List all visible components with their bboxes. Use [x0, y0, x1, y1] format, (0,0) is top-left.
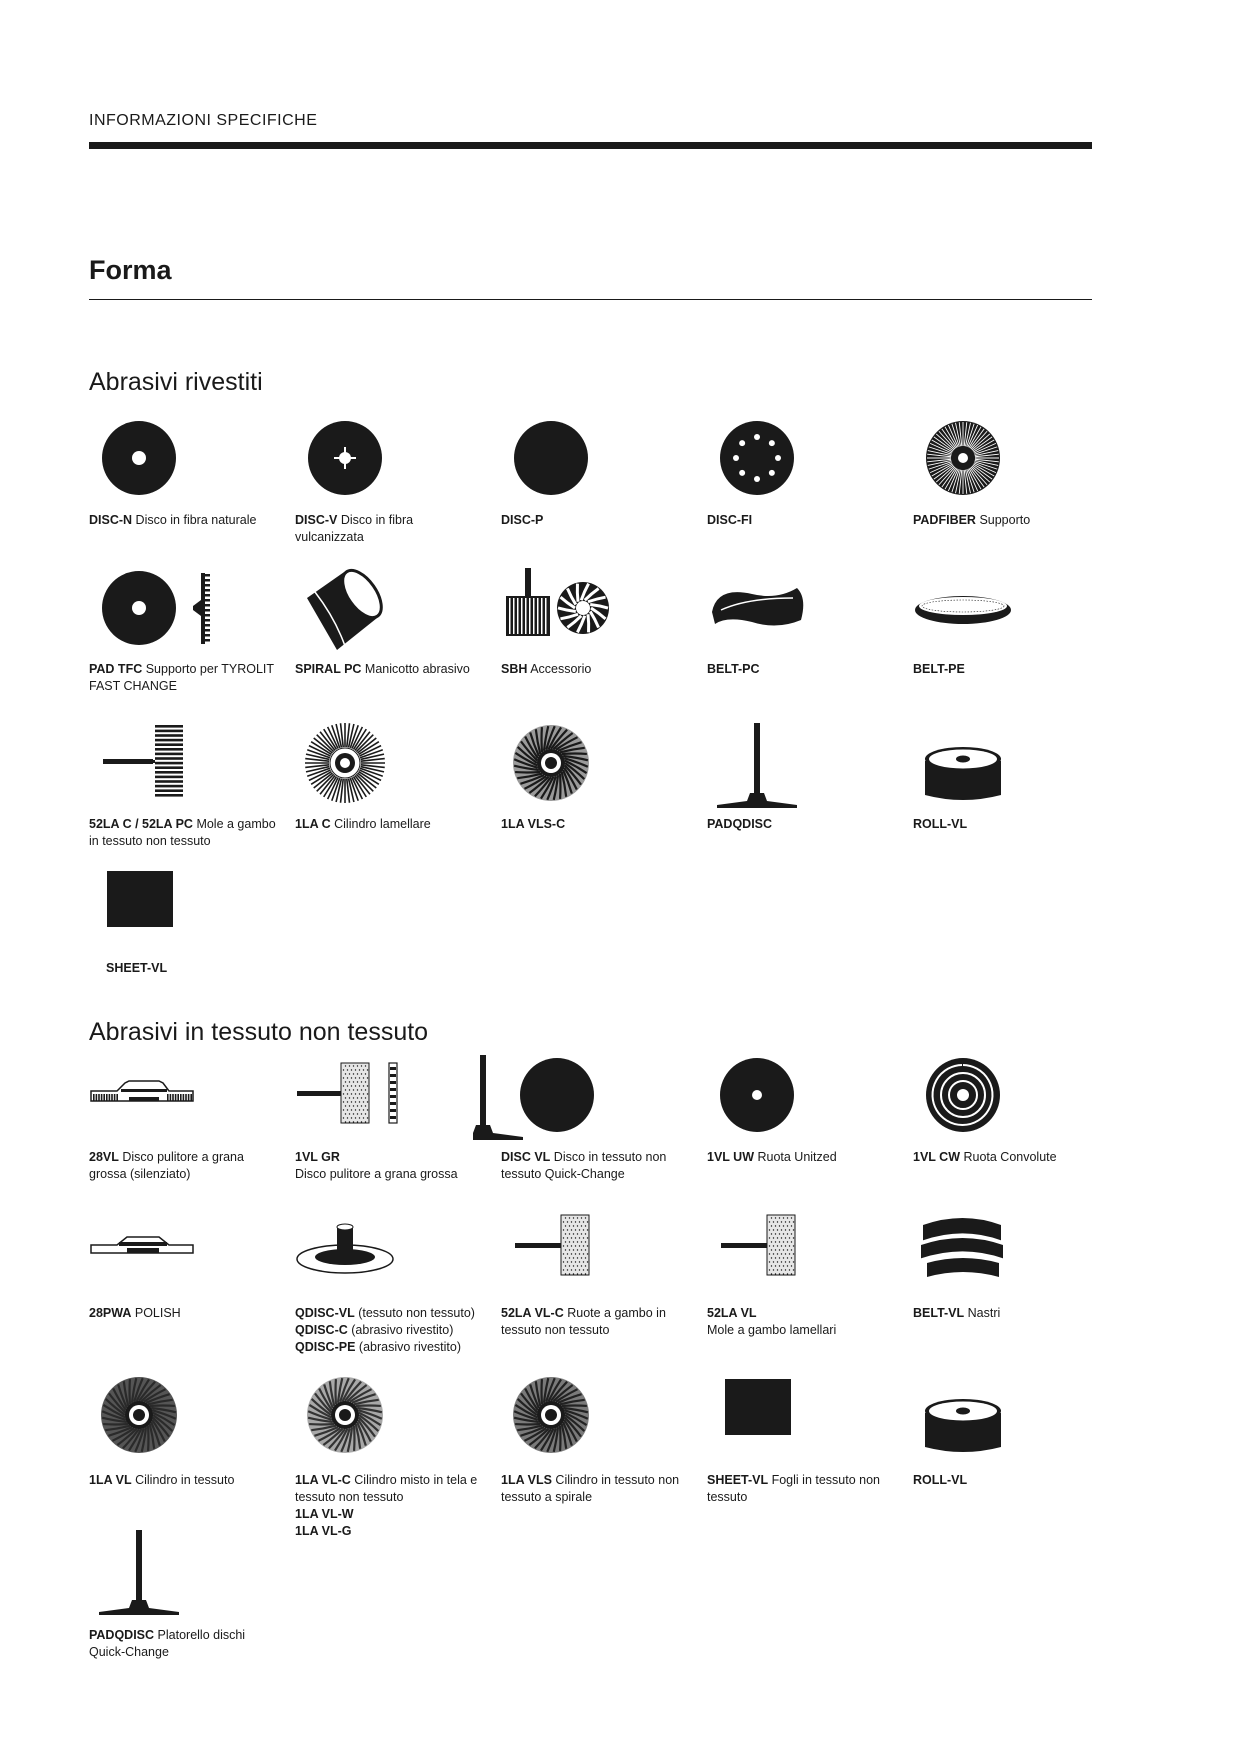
caption-line [501, 1472, 691, 1506]
product-code: ROLL-VL [913, 817, 968, 831]
caption-line [913, 1305, 1103, 1322]
caption-line [89, 1305, 279, 1322]
product-code: 52LA VL-C [501, 1306, 564, 1320]
product-description: Disco in tessuto non tessuto Quick-Change [501, 1150, 667, 1181]
product-description: Accessorio [527, 662, 592, 676]
caption-line [707, 661, 897, 678]
product-description: Disco pulitore a grana grossa (silenziato) [89, 1150, 244, 1181]
product-code: PADFIBER [913, 513, 976, 527]
product-description: Disco in fibra naturale [132, 513, 257, 527]
product-description: Ruota Convolute [960, 1150, 1057, 1164]
product-description: Mole a gambo lamellari [707, 1323, 837, 1337]
product-code: 1LA VL-W [295, 1507, 354, 1521]
product-code: PAD TFC [89, 662, 143, 676]
caption-line [295, 512, 485, 546]
product-code: SBH [501, 662, 528, 676]
product-code: 1LA VLS-C [501, 817, 566, 831]
product-code: DISC-V [295, 513, 338, 527]
product-code: 1VL GR [295, 1150, 340, 1164]
caption-line [913, 1149, 1103, 1166]
caption-line [89, 512, 279, 529]
caption-line [707, 816, 897, 833]
product-description: Disco pulitore a grana grossa [295, 1167, 458, 1181]
caption-line [295, 1166, 485, 1183]
caption-line [707, 1149, 897, 1166]
caption-line [89, 661, 279, 695]
product-code: DISC-N [89, 513, 133, 527]
product-code: 1LA VLS [501, 1473, 552, 1487]
product-code: 1LA C [295, 817, 331, 831]
product-code: 28VL [89, 1150, 119, 1164]
product-code: QDISC-PE [295, 1340, 356, 1354]
product-code: 28PWA [89, 1306, 132, 1320]
caption-line [89, 1627, 279, 1661]
product-code: QDISC-VL [295, 1306, 355, 1320]
page-title: Forma [89, 255, 172, 285]
product-description: Nastri [964, 1306, 1001, 1320]
product-code: PADQDISC [89, 1628, 155, 1642]
caption-line [501, 512, 691, 529]
product-description: Platorello dischi Quick-Change [89, 1628, 246, 1659]
product-code: SPIRAL PC [295, 662, 362, 676]
caption-line [295, 1472, 485, 1506]
product-description: (tessuto non tessuto) [354, 1306, 475, 1320]
product-code: SHEET-VL [106, 961, 168, 975]
product-description: Ruota Unitzed [754, 1150, 837, 1164]
caption-line [89, 816, 279, 850]
caption-line [89, 1472, 279, 1489]
caption-line [913, 816, 1103, 833]
header-rule [89, 142, 1092, 149]
product-code: ROLL-VL [913, 1473, 968, 1487]
product-code: BELT-PC [707, 662, 760, 676]
caption-line [501, 1305, 691, 1339]
caption-line [707, 512, 897, 529]
product-description: (abrasivo rivestito) [347, 1323, 454, 1337]
product-code: 52LA C / 52LA PC [89, 817, 193, 831]
caption-line [913, 661, 1103, 678]
title-rule [89, 299, 1092, 300]
caption-line [295, 1506, 485, 1523]
caption-line [707, 1305, 897, 1322]
product-code: DISC-P [501, 513, 544, 527]
product-description: Cilindro lamellare [330, 817, 431, 831]
product-code: BELT-VL [913, 1306, 965, 1320]
product-description: (abrasivo rivestito) [355, 1340, 462, 1354]
product-description: POLISH [131, 1306, 181, 1320]
product-description: Manicotto abrasivo [361, 662, 470, 676]
product-code: QDISC-C [295, 1323, 348, 1337]
product-description: Cilindro in tessuto [131, 1473, 235, 1487]
product-code: 1LA VL-G [295, 1524, 352, 1538]
product-description: Supporto [975, 513, 1031, 527]
section-heading-coated: Abrasivi rivestiti [89, 368, 263, 396]
caption-line [913, 1472, 1103, 1489]
caption-line [501, 1149, 691, 1183]
header-label: INFORMAZIONI SPECIFICHE [89, 112, 318, 129]
product-code: PADQDISC [707, 817, 773, 831]
product-description: Fogli in tessuto non tessuto [707, 1473, 880, 1504]
caption-line [89, 1149, 279, 1183]
product-description: Cilindro in tessuto non tessuto a spirale [501, 1473, 680, 1504]
caption-line [707, 1322, 897, 1339]
caption-line [295, 661, 485, 678]
caption-line [913, 512, 1103, 529]
product-description: Mole a gambo in tessuto non tessuto [89, 817, 276, 848]
product-code: 52LA VL [707, 1306, 757, 1320]
product-code: DISC VL [501, 1150, 551, 1164]
product-code: SHEET-VL [707, 1473, 769, 1487]
caption-line [295, 1305, 485, 1322]
product-description: Ruote a gambo in tessuto non tessuto [501, 1306, 666, 1337]
caption-line [707, 1472, 897, 1506]
product-code: DISC-FI [707, 513, 753, 527]
caption-line [106, 960, 296, 977]
product-description: Disco in fibra vulcanizzata [295, 513, 414, 544]
product-description: Cilindro misto in tela e tessuto non tessuto [295, 1473, 478, 1504]
caption-line [501, 816, 691, 833]
caption-line [295, 1523, 485, 1540]
caption-line [295, 816, 485, 833]
product-code: 1LA VL [89, 1473, 132, 1487]
section-heading-nonwoven: Abrasivi in tessuto non tessuto [89, 1018, 429, 1046]
caption-line [295, 1322, 485, 1339]
product-code: 1LA VL-C [295, 1473, 351, 1487]
caption-line [295, 1149, 485, 1166]
product-code: 1VL CW [913, 1150, 960, 1164]
product-code: 1VL UW [707, 1150, 754, 1164]
product-code: BELT-PE [913, 662, 965, 676]
caption-line [501, 661, 691, 678]
caption-line [295, 1339, 485, 1356]
product-description: Supporto per TYROLIT FAST CHANGE [89, 662, 274, 693]
